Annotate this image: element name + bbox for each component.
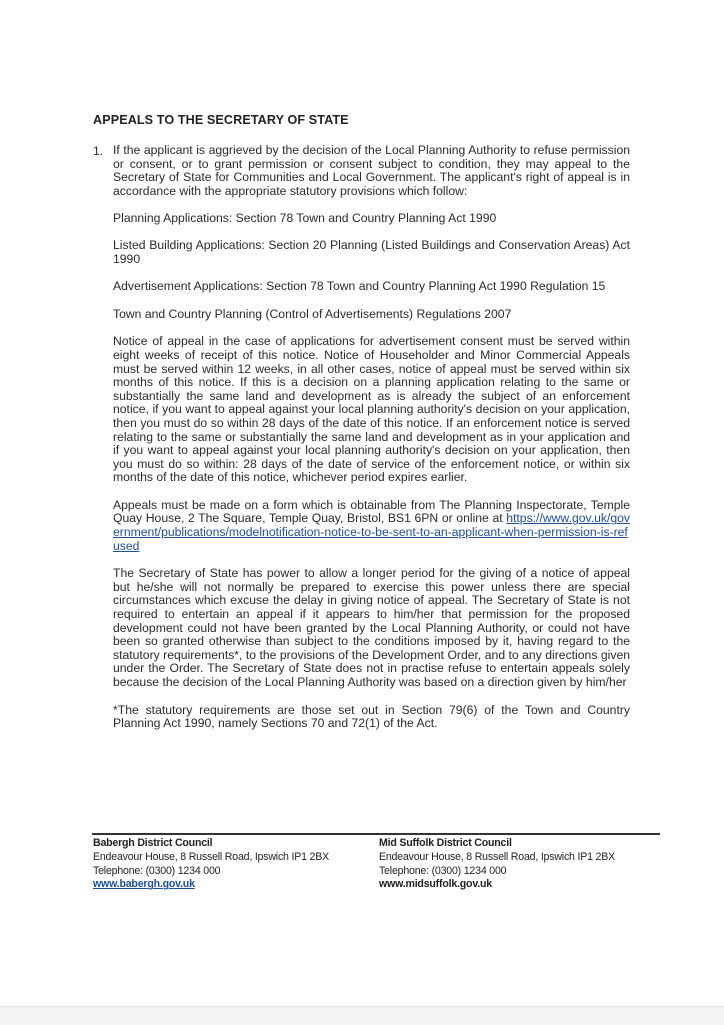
footer-babergh: [93, 837, 329, 892]
page-heading: APPEALS TO THE SECRETARY OF STATE: [93, 113, 349, 127]
paragraph-notice-of-appeal: Notice of appeal in the case of applications for advertisement consent must be served within eight weeks of receipt of this notice. Notice of Householder and Minor Commercial Appeals must be served within 12 weeks, in all other cases, notice of appeal must be served within six months of this notice. If this is a decision on a planning application relating to the same or substantially the same land and development as is already the subject of an enforcement notice, if you want to appeal against your local planning authority's decision on your application, then you must do so within 28 days of the date of this notice. If an enforcement notice is served relating to the same or substantially the same land and development as in your application and if you want to appeal against your local planning authority's decision on your application, then you must do so within: 28 days of the date of service of the enforcement notice, or within six months of the date of this notice, whichever period expires earlier.: [113, 334, 630, 485]
appeal-form-text: Appeals must be made on a form which is obtainable from The Planning Inspectorate, Temple Quay House, 2 The Square, Temple Quay, Bristol, BS1 6PN or online at: [113, 497, 630, 526]
footer-right-org: Mid Suffolk District Council: [379, 837, 512, 849]
appeal-form-link[interactable]: https://www.gov.uk/government/publications/modelnotification-notice-to-be-sent-to-an-applicant-when-permission-is-refused: [113, 511, 630, 553]
footer-left-address: Endeavour House, 8 Russell Road, Ipswich IP1 2BX: [93, 850, 329, 863]
footer-midsuffolk: [379, 837, 615, 892]
paragraph-appeal-form: [113, 499, 630, 553]
paragraph-advertisement: Advertisement Applications: Section 78 Town and Country Planning Act 1990 Regulation 15: [113, 279, 606, 294]
footer-right-address: Endeavour House, 8 Russell Road, Ipswich IP1 2BX: [379, 850, 615, 863]
paragraph-secretary-power: The Secretary of State has power to allow a longer period for the giving of a notice of appeal but he/she will not normally be prepared to exercise this power unless there are special circumstances which excuse the delay in giving notice of appeal. The Secretary of State is not required to entertain an appeal if it appears to him/her that permission for the proposed development could not have been granted by the Local Planning Authority, or could not have been so granted otherwise than subject to the conditions imposed by it, having regard to the statutory requirements*, to the provisions of the Development Order, and to any directions given under the Order. The Secretary of State does not in practise refuse to entertain appeals solely because the decision of the Local Planning Authority was based on a direction given by him/her: [113, 566, 630, 689]
paragraph-statutory-footnote: *The statutory requirements are those set out in Section 79(6) of the Town and Country Planning Act 1990, namely Sections 70 and 72(1) of the Act.: [113, 702, 630, 731]
paragraph-intro: If the applicant is aggrieved by the decision of the Local Planning Authority to refuse permission or consent, or to grant permission or consent subject to condition, they may appeal to the Secretary of State for Communities and Local Government. The applicant's right of appeal is in accordance with the appropriate statutory provisions which follow:: [113, 143, 630, 198]
paragraph-regulations: Town and Country Planning (Control of Advertisements) Regulations 2007: [113, 306, 512, 321]
appeal-body: [113, 144, 630, 731]
footer-left-phone: Telephone: (0300) 1234 000: [93, 864, 221, 877]
page-bottom-edge: [0, 1006, 724, 1025]
paragraph-listed-building: Listed Building Applications: Section 20 Planning (Listed Buildings and Conservation Areas) Act 1990: [113, 237, 630, 266]
footer-right-website: www.midsuffolk.gov.uk: [379, 878, 492, 891]
footer-left-org: Babergh District Council: [93, 837, 213, 849]
paragraph-planning-applications: Planning Applications: Section 78 Town and Country Planning Act 1990: [113, 211, 497, 226]
footer-divider: [92, 833, 660, 835]
list-number: 1.: [93, 144, 104, 158]
footer-left-website-link[interactable]: www.babergh.gov.uk: [93, 878, 195, 891]
footer-right-phone: Telephone: (0300) 1234 000: [379, 864, 507, 877]
